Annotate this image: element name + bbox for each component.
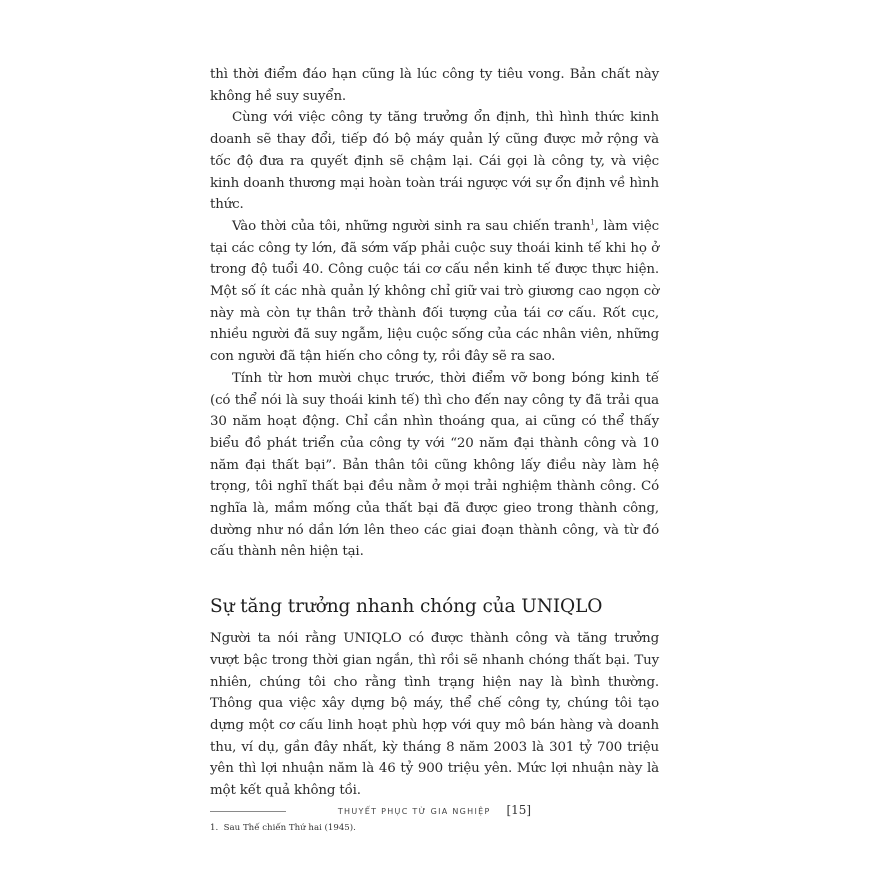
- paragraph-text-after-ref: , làm việc tại các công ty lớn, đã sớm vấp phải cuộc suy thoái kinh tế khi họ ở trong độ tuổi 40. Công cuộc tái cơ cấu nền kinh tế được thực hiện. Một số ít các nhà quản lý không chỉ giữ vai trò giương cao ngọn cờ này mà còn tự thân trở thành đối tượng của tái cơ cấu. Rốt cục, nhiều người đã suy ngẫm, liệu cuộc sống của các nhân viên, những con người đã tận hiến cho công ty, rồi đây sẽ ra sao.: [210, 218, 659, 365]
- paragraph-postwar-generation: [210, 216, 659, 368]
- running-title: THUYẾT PHỤC TỪ GIA NGHIỆP: [337, 807, 491, 816]
- footnote: [210, 822, 659, 834]
- paragraph-growth-stability: Cùng với việc công ty tăng trưởng ổn định, thì hình thức kinh doanh sẽ thay đổi, tiếp đó bộ máy quản lý cũng được mở rộng và tốc độ đưa ra quyết định sẽ chậm lại. Cái gọi là công ty, và việc kinh doanh thương mại hoàn toàn trái ngược với sự ổn định về hình thức.: [210, 110, 659, 213]
- footnote-text: Sau Thế chiến Thứ hai (1945).: [223, 822, 356, 833]
- paragraph-continuation: thì thời điểm đáo hạn cũng là lúc công ty tiêu vong. Bản chất này không hề suy suyển.: [210, 67, 659, 104]
- footnote-reference[interactable]: 1: [590, 218, 595, 227]
- page-footer: [0, 803, 869, 817]
- paragraph-uniqlo-growth: Người ta nói rằng UNIQLO có được thành công và tăng trưởng vượt bậc trong thời gian ngắn, thì rồi sẽ nhanh chóng thất bại. Tuy nhiên, chúng tôi cho rằng tình trạng hiện nay là bình thường. Thông qua việc xây dựng bộ máy, thể chế công ty, chúng tôi tạo dựng một cơ cấu linh hoạt phù hợp với quy mô bán hàng và doanh thu, ví dụ, gần đây nhất, kỳ tháng 8 năm 2003 là 301 tỷ 700 triệu yên thì lợi nhuận năm là 46 tỷ 900 triệu yên. Mức lợi nhuận này là một kết quả không tồi.: [210, 631, 659, 799]
- page-body: [210, 64, 659, 834]
- paragraph-text-before-ref: Vào thời của tôi, những người sinh ra sau chiến tranh: [232, 218, 591, 234]
- section-heading: Sự tăng trưởng nhanh chóng của UNIQLO: [210, 596, 603, 618]
- page-number: [15]: [506, 803, 532, 817]
- footnote-number: 1.: [210, 822, 219, 833]
- paragraph-bubble-burst: Tính từ hơn mười chục trước, thời điểm vỡ bong bóng kinh tế (có thể nói là suy thoái kinh tế) thì cho đến nay công ty đã trải qua 30 năm hoạt động. Chỉ cần nhìn thoáng qua, ai cũng có thể thấy biểu đồ phát triển của công ty với “20 năm đại thành công và 10 năm đại thất bại”. Bản thân tôi cũng không lấy điều này làm hệ trọng, tôi nghĩ thất bại đều nằm ở mọi trải nghiệm thành công. Có nghĩa là, mầm mống của thất bại đã được gieo trong thành công, dường như nó dần lớn lên theo các giai đoạn thành công, và từ đó cấu thành nên hiện tại.: [210, 370, 659, 560]
